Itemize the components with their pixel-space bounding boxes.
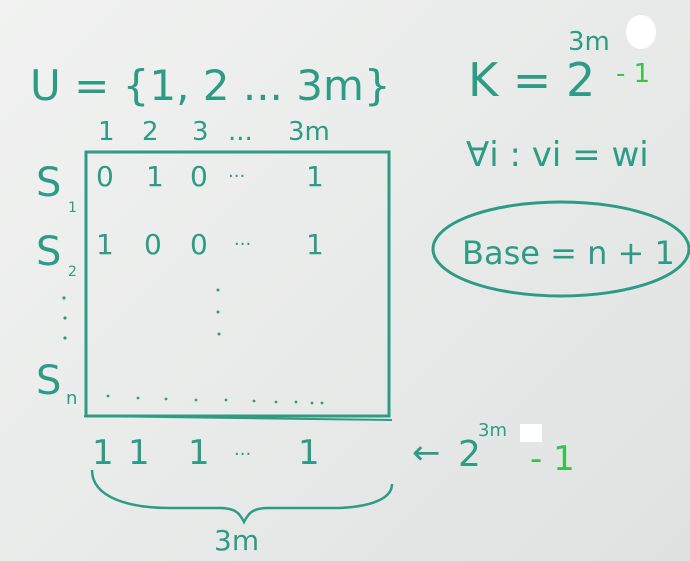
row-label-main: S: [36, 229, 62, 275]
matrix-cell: 1: [306, 160, 324, 193]
universe-equation: U = {1, 2 ... 3m}: [30, 61, 391, 110]
matrix-cell: 1: [96, 228, 114, 261]
column-header: 2: [142, 117, 159, 147]
row-label-s2: [36, 229, 77, 280]
bottom-cell: 1: [188, 433, 210, 473]
row-ellipsis-dots: [62, 296, 66, 339]
matrix-cell: 0: [190, 160, 208, 193]
whiteout-mark: [626, 15, 656, 49]
bottom-cell: 1: [128, 433, 150, 473]
arrow-exponent: 3m: [478, 420, 507, 441]
row-label-main: S: [36, 160, 62, 206]
column-header: 3: [192, 117, 209, 147]
column-ellipsis-dots: [217, 289, 221, 336]
matrix-box: [86, 152, 389, 416]
column-header: ...: [228, 117, 253, 147]
row-label-main: S: [36, 358, 62, 404]
matrix-cell: 1: [306, 228, 324, 261]
row-s1-cells: [96, 160, 324, 193]
bottom-cell: 1: [92, 433, 114, 473]
column-headers: [98, 117, 330, 147]
row-sn-dots: [107, 395, 324, 405]
target-equation: [468, 15, 656, 107]
row-label-sub: n: [66, 388, 78, 409]
base-label: Base = n + 1: [462, 234, 675, 272]
left-arrow-icon: ←: [412, 433, 441, 473]
row-label-sn: [36, 358, 77, 409]
forall-condition: ∀i : vi = wi: [466, 135, 649, 175]
bottom-cell-ellipsis: ···: [234, 444, 252, 465]
matrix-cell: 1: [146, 160, 164, 193]
curly-brace: [92, 470, 392, 522]
target-minus-one: - 1: [616, 59, 651, 89]
row-s2-cells: [96, 228, 324, 261]
brace-label: 3m: [214, 524, 260, 557]
row-label-s1: [36, 160, 77, 216]
matrix-cell-ellipsis: ···: [228, 166, 246, 187]
row-label-sub: 1: [68, 200, 77, 216]
bottom-row: [92, 433, 320, 473]
target-prefix: K = 2: [468, 53, 596, 107]
column-header: 1: [98, 117, 115, 147]
matrix-cell: 0: [96, 160, 114, 193]
arrow-annotation: [412, 420, 575, 479]
matrix-cell: 0: [144, 228, 162, 261]
row-label-sub: 2: [68, 264, 77, 280]
column-header: 3m: [288, 117, 330, 147]
matrix-cell-ellipsis: ···: [234, 234, 252, 255]
bottom-cell: 1: [298, 433, 320, 473]
arrow-base: 2: [458, 434, 481, 475]
arrow-minus-one: - 1: [530, 439, 575, 479]
target-exponent: 3m: [568, 27, 610, 57]
matrix-cell: 0: [190, 228, 208, 261]
